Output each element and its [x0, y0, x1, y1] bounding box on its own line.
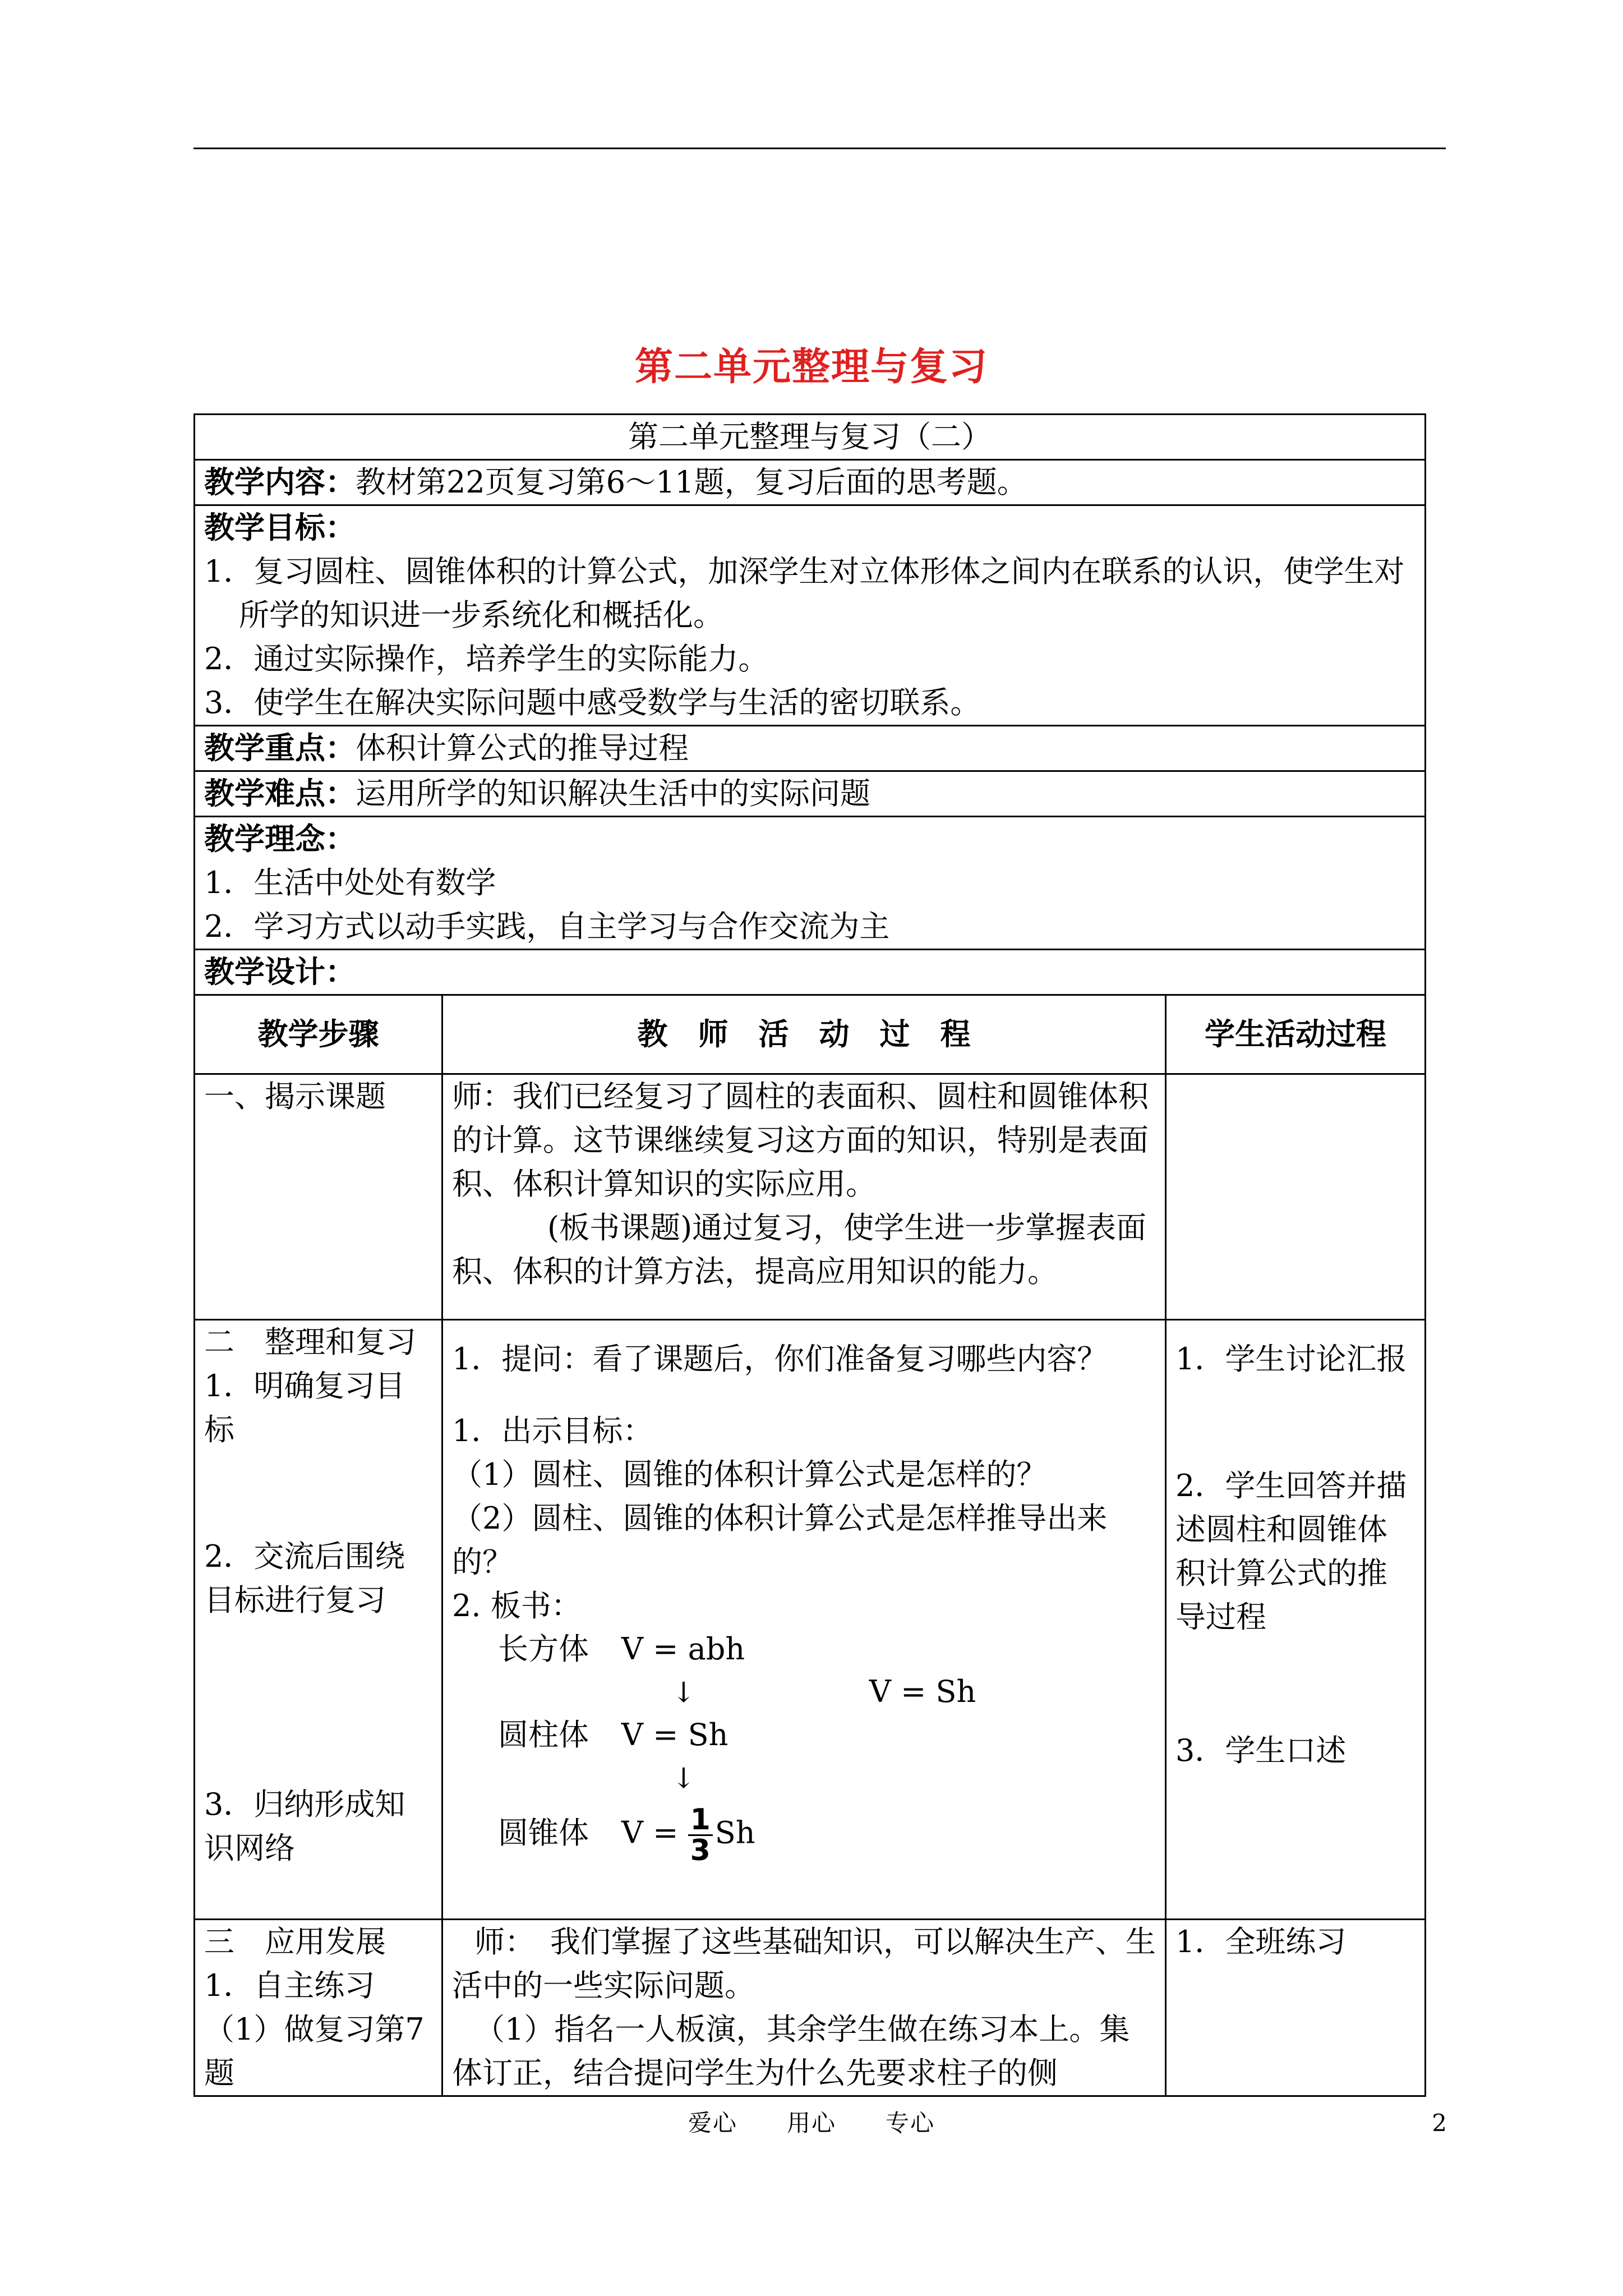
formula-combined: V = Sh [869, 1674, 976, 1709]
difficulty-text: 运用所学的知识解决生活中的实际问题 [356, 776, 870, 811]
difficulty-label: 教学难点： [204, 776, 356, 811]
key-point-text: 体积计算公式的推导过程 [356, 730, 689, 766]
teacher-question: 1．提问：看了课题后，你们准备复习哪些内容？ [452, 1341, 1108, 1377]
step-item: 1．明确复习目标 [204, 1368, 405, 1447]
design-label: 教学设计： [195, 950, 1426, 995]
table-row [195, 1320, 1426, 1920]
key-point-label: 教学重点： [204, 730, 356, 766]
fraction-denominator: 3 [690, 1834, 711, 1867]
philosophy-label: 教学理念： [204, 821, 356, 857]
student-activity: 1．全班练习 [1175, 1924, 1347, 1959]
content-text: 教材第22页复习第6～11题，复习后面的思考题。 [356, 464, 1027, 500]
difficulty-row [195, 771, 1426, 817]
footer-motto: 爱心 用心 专心 [688, 2109, 935, 2137]
fraction-numerator: 1 [688, 1805, 713, 1836]
key-point-row [195, 726, 1426, 771]
teacher-goal-item: （2）圆柱、圆锥的体积计算公式是怎样推导出来的？ [452, 1501, 1108, 1580]
down-arrow-icon: ↓ [672, 1762, 695, 1795]
step-item: 2．交流后围绕目标进行复习 [204, 1539, 405, 1618]
goal-item: 3．使学生在解决实际问题中感受数学与生活的密切联系。 [204, 685, 981, 720]
philosophy-row [195, 817, 1426, 950]
philosophy-item: 2．学习方式以动手实践，自主学习与合作交流为主 [204, 909, 890, 944]
formula-arrow-row [498, 1671, 1156, 1714]
formula-cone [498, 1805, 1156, 1865]
goal-item: 1．复习圆柱、圆锥体积的计算公式，加深学生对立体形体之间内在联系的认识，使学生对所学的知识进一步系统化和概括化。 [204, 554, 1405, 633]
formula-suffix: Sh [714, 1815, 755, 1851]
column-header-student: 学生活动过程 [1166, 995, 1426, 1074]
design-row [195, 950, 1426, 995]
formula-name: 圆柱体 [498, 1717, 589, 1752]
page-number: 2 [1432, 2109, 1447, 2137]
column-header-steps: 教学步骤 [195, 995, 442, 1074]
step-title: 二 整理和复习 [204, 1324, 416, 1360]
table-row [195, 1920, 1426, 2096]
formula-name: 圆锥体 [498, 1815, 589, 1851]
teacher-text: 师：我们已经复习了圆柱的表面积、圆柱和圆锥体积的计算。这节课继续复习这方面的知识，特别是表面积、体积计算知识的实际应用。 [452, 1079, 1149, 1202]
lesson-plan-table [193, 413, 1426, 2097]
student-activity: 1．学生讨论汇报 [1175, 1341, 1407, 1377]
teacher-text: (板书课题)通过复习，使学生进一步掌握表面积、体积的计算方法，提高应用知识的能力。 [452, 1210, 1147, 1289]
goals-row [195, 505, 1426, 726]
column-header-teacher: 教 师 活 动 过 程 [442, 995, 1166, 1074]
formula-name: 长方体 [498, 1631, 589, 1667]
board-label: 2. 板书： [452, 1588, 582, 1623]
fraction-one-third [688, 1805, 713, 1865]
formula-cylinder [498, 1714, 1156, 1756]
step-item: （1）做复习第7题 [204, 2012, 425, 2091]
table-row [195, 1074, 1426, 1320]
teacher-text: 师： 我们掌握了这些基础知识，可以解决生产、生活中的一些实际问题。 [452, 1924, 1156, 2003]
goals-label: 教学目标： [204, 510, 356, 545]
goal-item: 2．通过实际操作，培养学生的实际能力。 [204, 641, 769, 677]
student-activity: 3．学生口述 [1175, 1733, 1347, 1768]
header-rule [193, 148, 1446, 149]
formula-cuboid [498, 1628, 1156, 1671]
page-title: 第二单元整理与复习 [634, 345, 988, 389]
formula-prefix: V = [621, 1815, 679, 1851]
formula-expression: V = Sh [621, 1717, 728, 1752]
teacher-text: （1）指名一人板演，其余学生做在练习本上。集体订正，结合提问学生为什么先要求柱子的侧 [452, 2012, 1130, 2091]
student-activity: 2．学生回答并描述圆柱和圆锥体积计算公式的推导过程 [1175, 1468, 1407, 1635]
step-item: 1．自主练习 [204, 1968, 375, 2003]
down-arrow-icon: ↓ [672, 1676, 695, 1709]
philosophy-item: 1．生活中处处有数学 [204, 865, 496, 900]
lesson-title-row [195, 415, 1426, 460]
content-label: 教学内容： [204, 464, 356, 500]
step-title: 三 应用发展 [204, 1924, 386, 1959]
formula-expression: V = abh [621, 1631, 745, 1667]
teacher-goal-heading: 1．出示目标： [452, 1413, 653, 1448]
column-header-row [195, 995, 1426, 1074]
step-item: 3．归纳形成知识网络 [204, 1787, 405, 1866]
lesson-title: 第二单元整理与复习（二） [195, 415, 1426, 460]
step-title: 一、揭示课题 [204, 1079, 386, 1114]
teacher-goal-item: （1）圆柱、圆锥的体积计算公式是怎样的？ [452, 1457, 1047, 1492]
content-row [195, 460, 1426, 505]
formula-arrow-row [498, 1756, 1156, 1800]
